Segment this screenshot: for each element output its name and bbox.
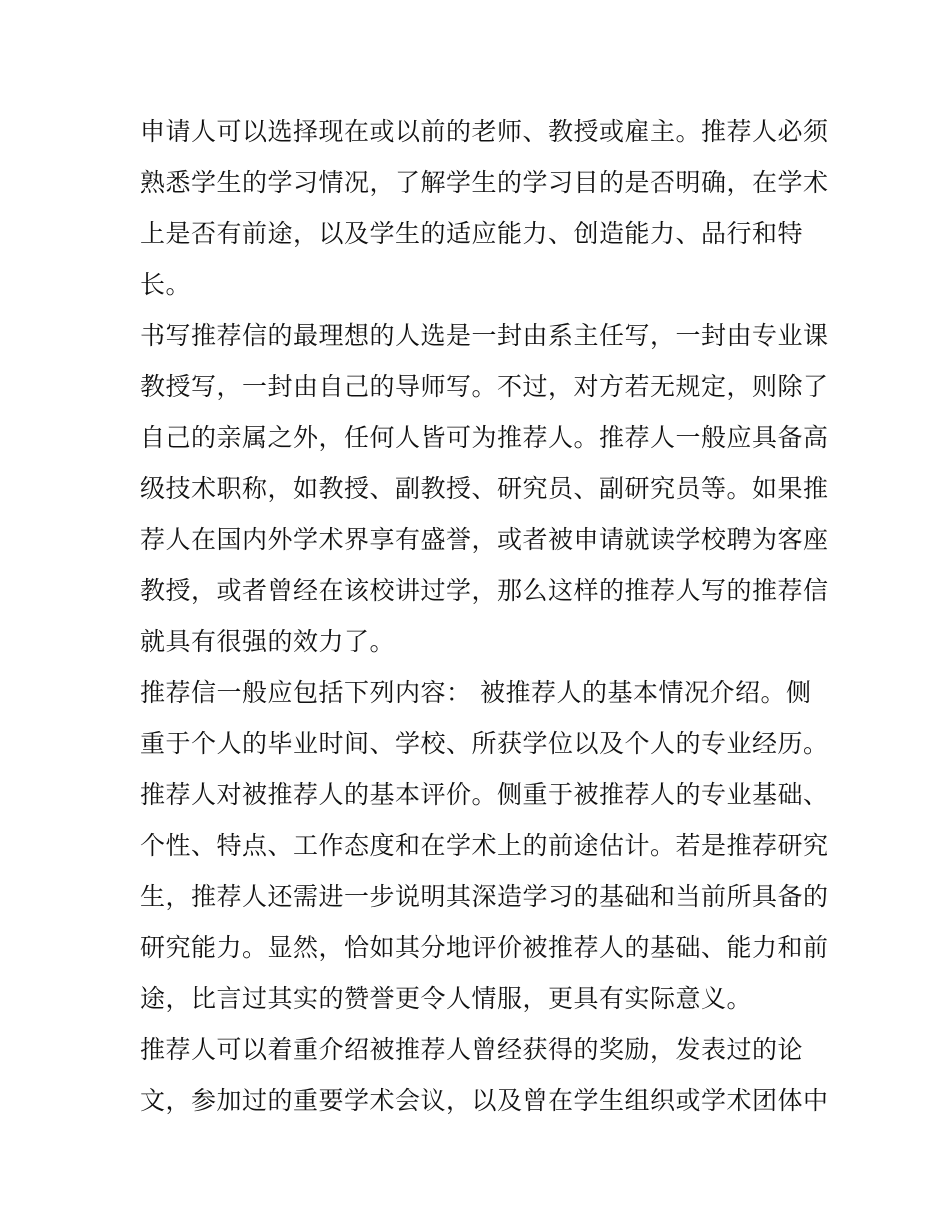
text-line: 长。 <box>140 270 192 299</box>
text-line: 个性、特点、工作态度和在学术上的前途估计。若是推荐研究 <box>140 831 829 860</box>
text-line: 级技术职称，如教授、副教授、研究员、副研究员等。如果推 <box>140 474 829 503</box>
paragraph-ideal-writers <box>140 310 829 667</box>
paragraph-recommender-choice <box>140 106 829 310</box>
text-line: 荐人在国内外学术界享有盛誉，或者被申请就读学校聘为客座 <box>140 525 829 554</box>
text-line: 熟悉学生的学习情况，了解学生的学习目的是否明确，在学术 <box>140 168 829 197</box>
text-line: 推荐人可以着重介绍被推荐人曾经获得的奖励，发表过的论 <box>140 1035 804 1064</box>
paragraph-achievements <box>140 1024 829 1126</box>
text-line: 书写推荐信的最理想的人选是一封由系主任写，一封由专业课 <box>140 321 829 350</box>
text-line: 自己的亲属之外，任何人皆可为推荐人。推荐人一般应具备高 <box>140 423 829 452</box>
text-line: 途，比言过其实的赞誉更令人情服，更具有实际意义。 <box>140 984 753 1013</box>
text-line: 上是否有前途，以及学生的适应能力、创造能力、品行和特 <box>140 219 804 248</box>
text-line: 推荐信一般应包括下列内容： 被推荐人的基本情况介绍。侧 <box>140 678 812 707</box>
text-line: 生，推荐人还需进一步说明其深造学习的基础和当前所具备的 <box>140 882 829 911</box>
text-line: 申请人可以选择现在或以前的老师、教授或雇主。推荐人必须 <box>140 117 829 146</box>
text-line: 推荐人对被推荐人的基本评价。侧重于被推荐人的专业基础、 <box>140 780 829 809</box>
text-line: 重于个人的毕业时间、学校、所获学位以及个人的专业经历。 <box>140 729 829 758</box>
paragraph-letter-contents <box>140 667 829 1024</box>
text-line: 研究能力。显然，恰如其分地评价被推荐人的基础、能力和前 <box>140 933 829 962</box>
text-line: 文，参加过的重要学术会议，以及曾在学生组织或学术团体中 <box>140 1086 829 1115</box>
document-body <box>140 106 829 1126</box>
text-line: 教授写，一封由自己的导师写。不过，对方若无规定，则除了 <box>140 372 829 401</box>
text-line: 教授，或者曾经在该校讲过学，那么这样的推荐人写的推荐信 <box>140 576 829 605</box>
text-line: 就具有很强的效力了。 <box>140 627 396 656</box>
